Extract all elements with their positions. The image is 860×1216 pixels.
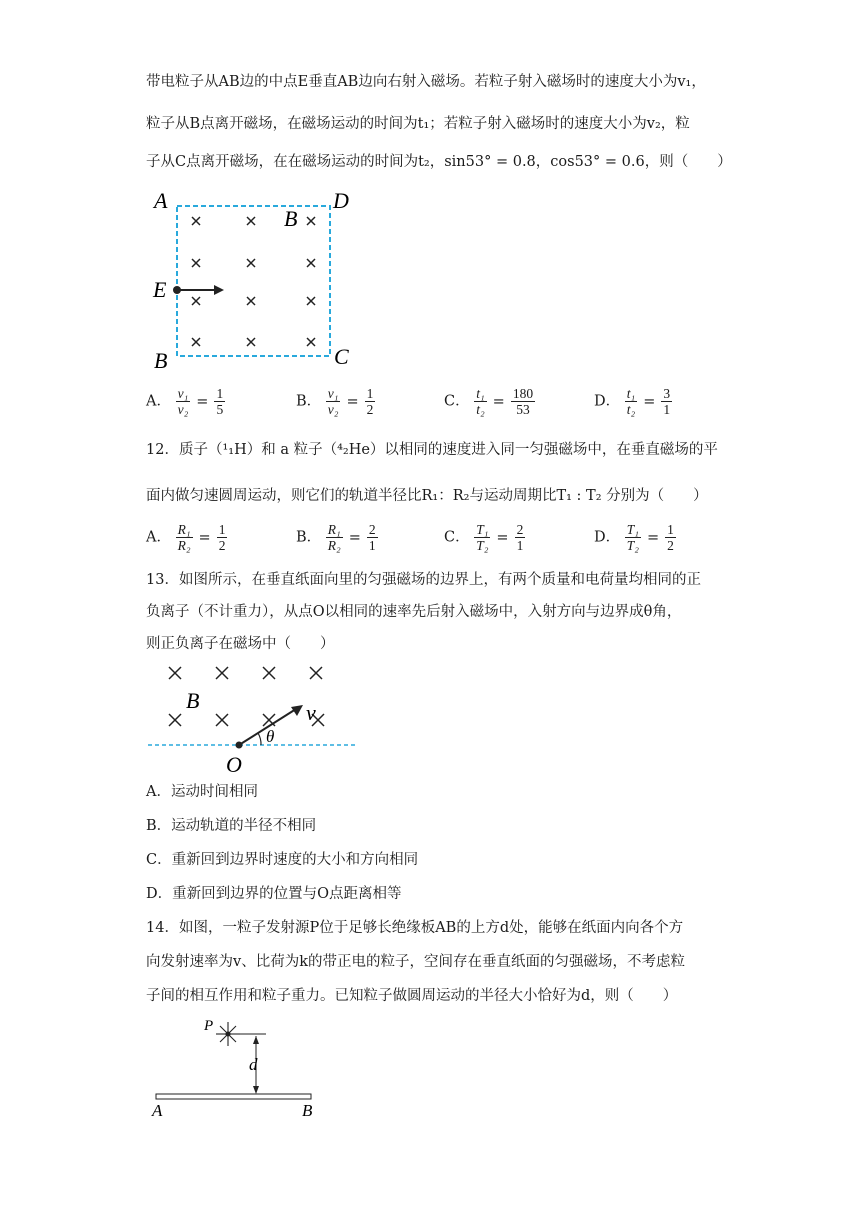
frac-num: 3 (663, 386, 671, 401)
frac-den: 1 (516, 538, 524, 553)
q14-figure (148, 1012, 328, 1122)
label-a: A (154, 188, 168, 213)
q13-option-d[interactable]: D．重新回到边界的位置与O点距离相等 (146, 886, 402, 902)
frac-den: T₂ (626, 538, 639, 553)
field-cross (192, 338, 200, 346)
field-cross (247, 297, 255, 305)
frac-num: t₁ (476, 386, 485, 401)
option-letter: D． (594, 529, 621, 546)
frac-den: R₂ (327, 538, 341, 553)
q11-figure (150, 186, 360, 372)
field-cross (192, 259, 200, 267)
label-d: D (333, 188, 349, 213)
option-letter: B． (296, 393, 322, 410)
q12-line-1: 12．质子（¹₁H）和 a 粒子（⁴₂He）以相同的速度进入同一匀强磁场中，在垂直磁场的平 (146, 442, 718, 458)
q12-line-2: 面内做匀速圆周运动，则它们的轨道半径比R₁：R₂与运动周期比T₁ : T₂ 分别为（ ） (146, 488, 708, 504)
frac-den: 2 (366, 402, 374, 417)
field-cross (247, 338, 255, 346)
label-e: E (153, 277, 167, 302)
frac-num: t₁ (626, 386, 636, 401)
label-b-field: B (284, 206, 298, 231)
field-cross (263, 667, 275, 679)
field-cross (310, 667, 322, 679)
q11-option-b[interactable]: B． $\frac{\text{v₁}}{\text{v₂}}$ = $\frac{1}{2}$ (296, 386, 374, 417)
q13-line-1: 13．如图所示，在垂直纸面向里的匀强磁场的边界上，有两个质量和电荷量均相同的正 (146, 572, 701, 588)
frac-num: 2 (368, 522, 376, 537)
field-cross (247, 259, 255, 267)
frac-den: R₂ (177, 538, 191, 553)
field-cross (307, 338, 315, 346)
option-letter: B． (296, 529, 322, 546)
frac-num: 2 (516, 522, 524, 537)
frac-num: 180 (512, 386, 534, 401)
q11-line-2: 粒子从B点离开磁场，在磁场运动的时间为t₁；若粒子射入磁场时的速度大小为v₂，粒 (146, 116, 690, 132)
frac-den: t₂ (626, 402, 636, 417)
frac-num: 1 (216, 386, 224, 401)
label-o: O (226, 752, 242, 777)
frac-den: T₂ (476, 538, 489, 553)
q13-option-a[interactable]: A．运动时间相同 (146, 784, 258, 800)
option-letter: C． (444, 529, 470, 546)
option-letter: A． (146, 529, 171, 546)
frac-den: 1 (663, 402, 671, 417)
label-p: P (204, 1018, 214, 1034)
field-cross (307, 259, 315, 267)
insulating-board (156, 1094, 311, 1099)
field-cross (307, 297, 315, 305)
q13-line-2: 负离子（不计重力），从点O以相同的速率先后射入磁场中，入射方向与边界成θ角， (146, 604, 682, 620)
q13-figure (146, 660, 360, 778)
frac-den: v₂ (177, 402, 189, 417)
field-cross (307, 217, 315, 225)
q11-line-1: 带电粒子从AB边的中点E垂直AB边向右射入磁场。若粒子射入磁场时的速度大小为v₁， (146, 74, 706, 90)
q12-option-d[interactable]: D． $\frac{\text{T₁}}{\text{T₂}}$ = $\frac{1}{2}$ (594, 522, 674, 553)
frac-den: t₂ (476, 402, 485, 417)
q11-option-d[interactable]: D． $\frac{\text{t₁}}{\text{t₂}}$ = $\frac{3}{1}$ (594, 386, 671, 417)
option-letter: D． (594, 393, 621, 410)
q11-line-3: 子从C点离开磁场，在在磁场运动的时间为t₂，sin53° = 0.8，cos53° = 0.6，则（ ） (146, 154, 732, 170)
label-b: B (302, 1101, 313, 1120)
field-cross (169, 714, 181, 726)
field-cross (169, 667, 181, 679)
frac-num: R₁ (327, 522, 341, 537)
option-letter: C． (444, 393, 470, 410)
frac-den: 2 (667, 538, 674, 553)
label-c: C (334, 344, 349, 369)
frac-den: 5 (216, 402, 224, 417)
q12-option-c[interactable]: C． $\frac{\text{T₁}}{\text{T₂}}$ = $\frac{2}{1}$ (444, 522, 524, 553)
q13-option-b[interactable]: B．运动轨道的半径不相同 (146, 818, 317, 834)
q13-line-3: 则正负离子在磁场中（ ） (146, 636, 335, 652)
q14-line-2: 向发射速率为v、比荷为k的带正电的粒子，空间存在垂直纸面的匀强磁场，不考虑粒 (146, 954, 685, 970)
frac-num: 1 (218, 522, 226, 537)
frac-num: v₁ (177, 386, 189, 401)
frac-den: 53 (516, 402, 530, 417)
label-theta: θ (266, 727, 275, 746)
q13-option-c[interactable]: C．重新回到边界时速度的大小和方向相同 (146, 852, 419, 868)
field-cross (192, 217, 200, 225)
option-letter: A． (146, 393, 171, 410)
field-cross (216, 667, 228, 679)
label-b: B (186, 688, 200, 713)
frac-num: 1 (366, 386, 374, 401)
frac-num: T₁ (476, 522, 489, 537)
frac-den: 2 (218, 538, 226, 553)
q12-option-a[interactable]: A． $\frac{\text{R₁}}{\text{R₂}}$ = $\frac{1}{2}$ (146, 522, 226, 553)
frac-num: v₁ (327, 386, 339, 401)
emitter-p (216, 1022, 240, 1046)
q14-line-3: 子间的相互作用和粒子重力。已知粒子做圆周运动的半径大小恰好为d，则（ ） (146, 988, 678, 1004)
label-d: d (249, 1055, 258, 1074)
field-cross (247, 217, 255, 225)
q11-option-c[interactable]: C． $\frac{\text{t₁}}{\text{t₂}}$ = $\frac{180}{53}$ (444, 386, 534, 417)
frac-den: 1 (368, 538, 376, 553)
q14-line-1: 14．如图，一粒子发射源P位于足够长绝缘板AB的上方d处，能够在纸面内向各个方 (146, 920, 684, 936)
label-a: A (152, 1101, 163, 1120)
q12-option-b[interactable]: B． $\frac{\text{R₁}}{\text{R₂}}$ = $\frac{2}{1}$ (296, 522, 376, 553)
label-v: v (306, 700, 316, 725)
field-cross (192, 297, 200, 305)
frac-num: R₁ (177, 522, 191, 537)
frac-den: v₂ (327, 402, 339, 417)
frac-num: 1 (667, 522, 674, 537)
frac-num: T₁ (626, 522, 639, 537)
q11-option-a[interactable]: A． $\frac{\text{v₁}}{\text{v₂}}$ = $\frac{1}{5}$ (146, 386, 224, 417)
label-b-corner: B (154, 348, 168, 372)
field-cross (216, 714, 228, 726)
